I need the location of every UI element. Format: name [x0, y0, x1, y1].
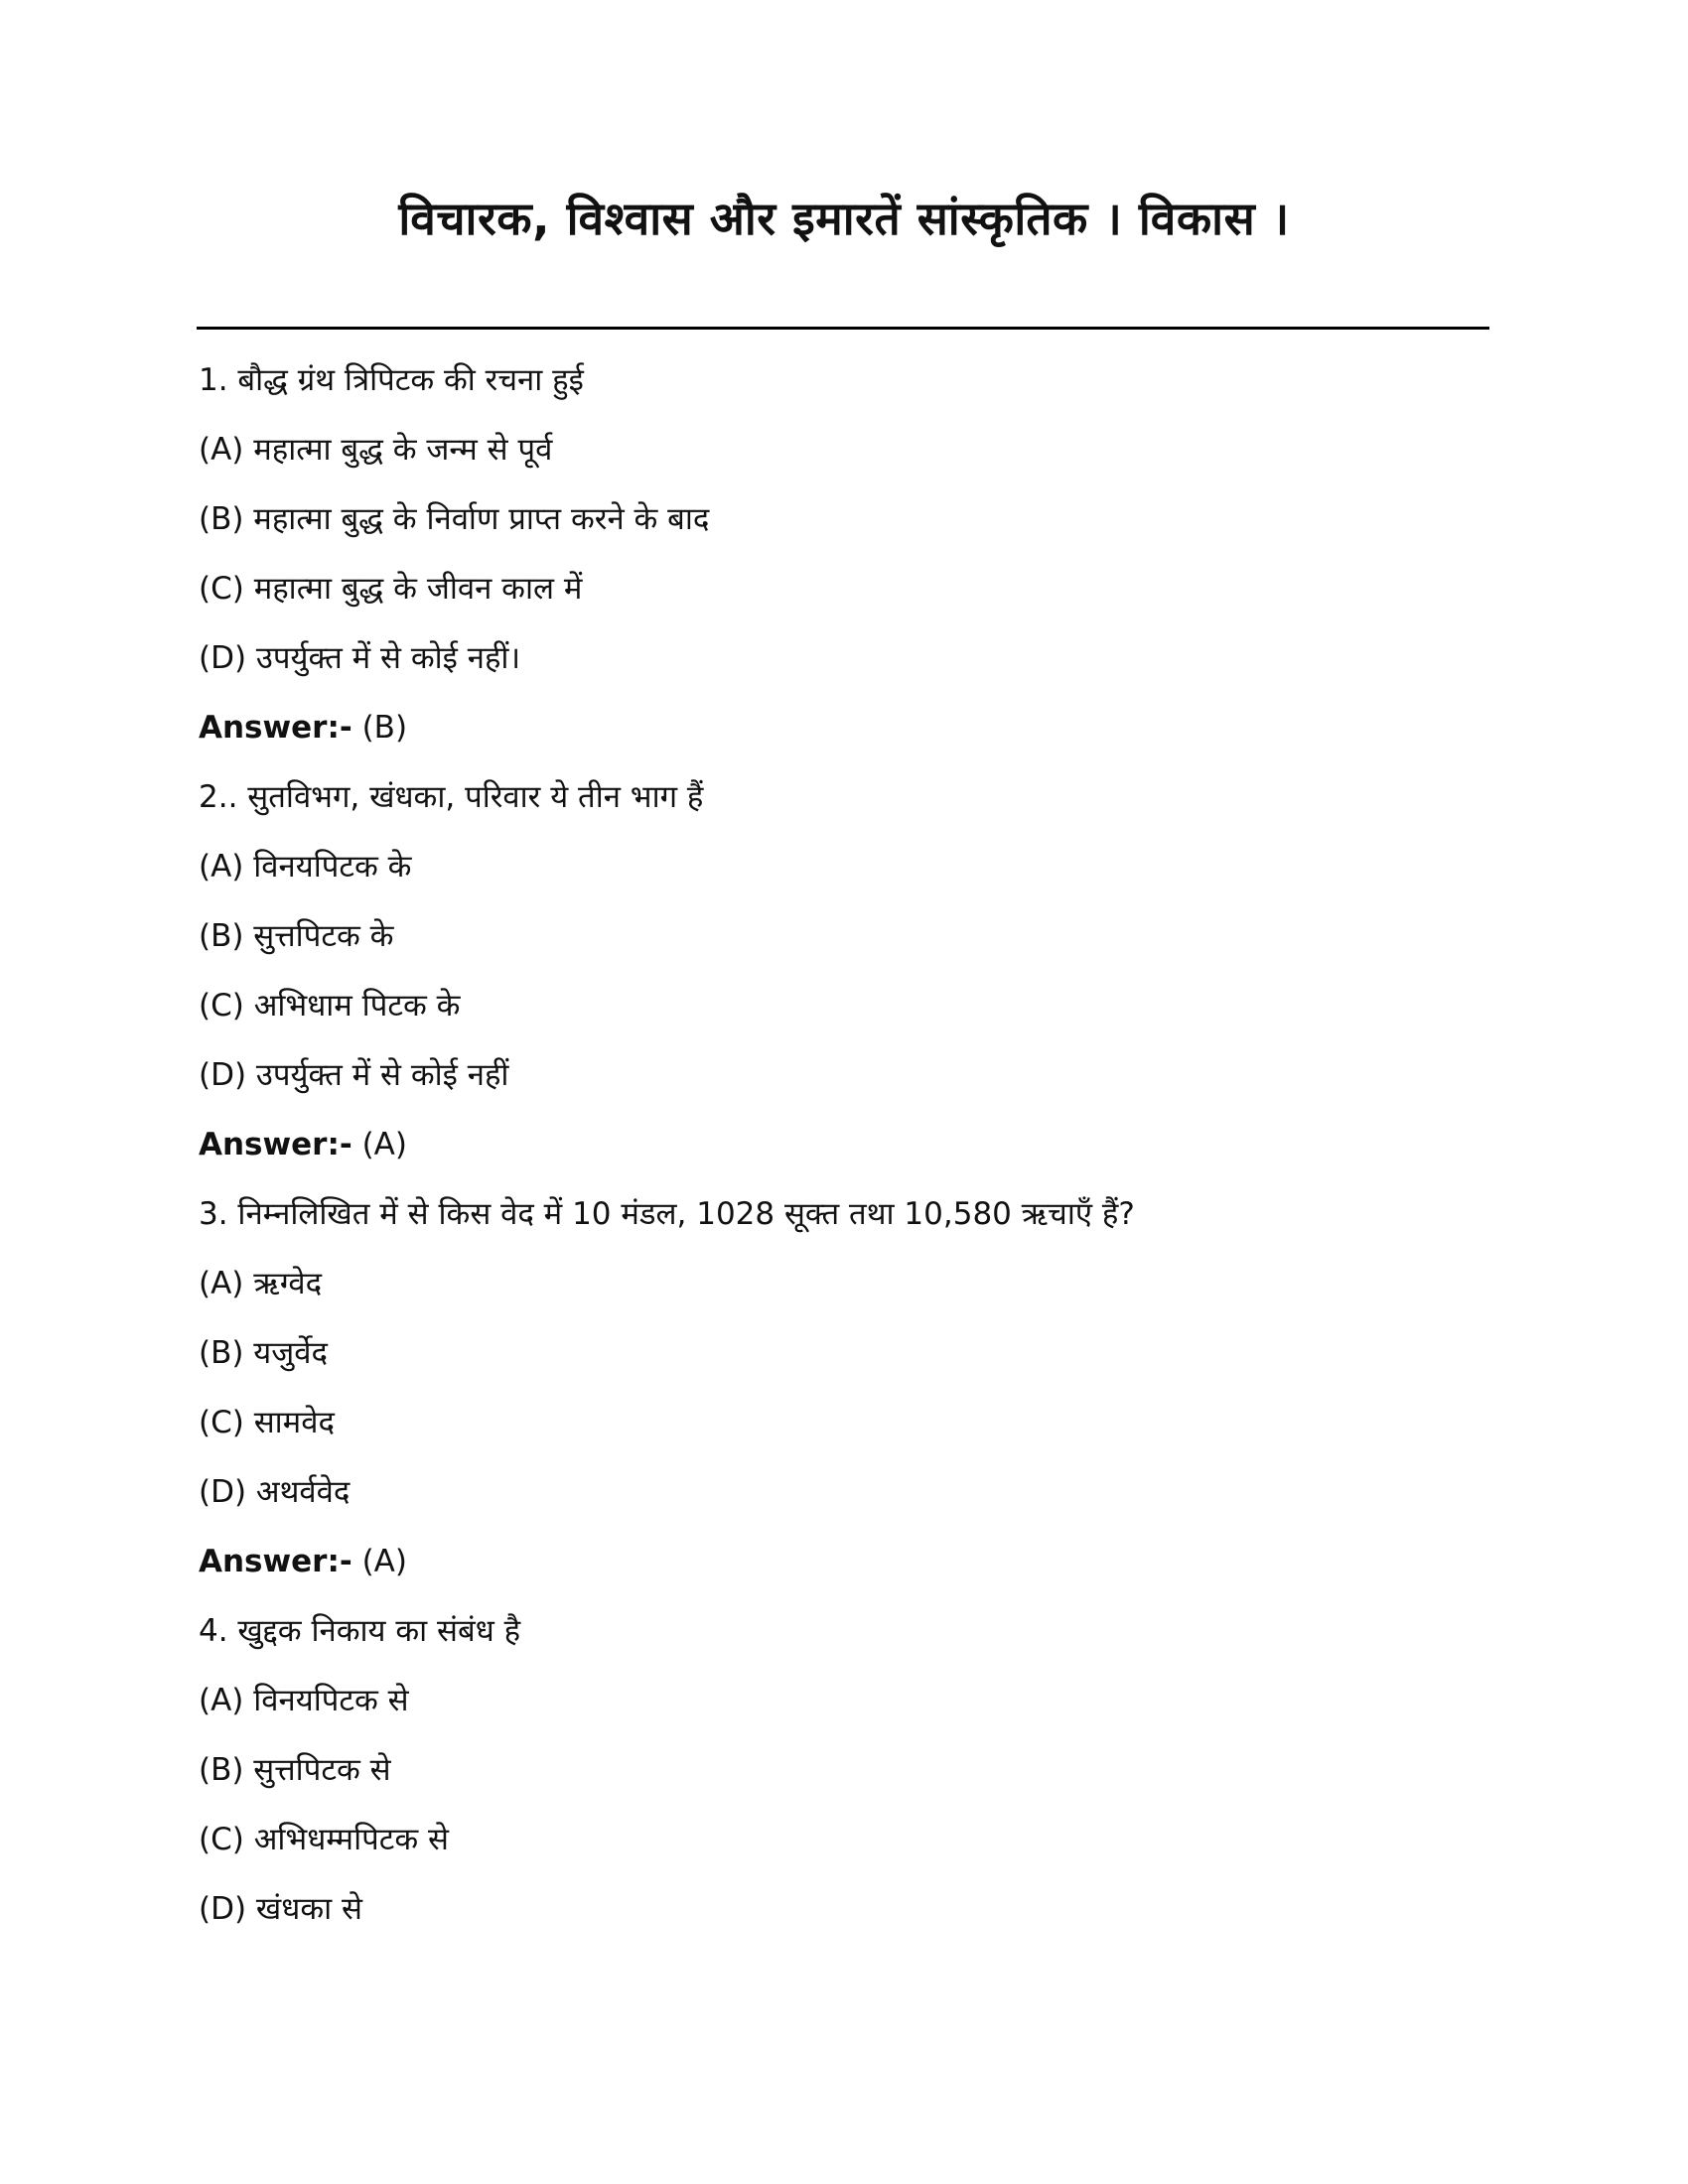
- option-a: (A) महात्मा बुद्ध के जन्म से पूर्व: [199, 432, 553, 468]
- question-block-3: [199, 1179, 1489, 1596]
- answer-value: (B): [352, 710, 408, 746]
- answer-value: (A): [352, 1127, 407, 1162]
- question-text: 4. खुद्दक निकाय का संबंध है: [199, 1613, 521, 1649]
- option-a: (A) विनयपिटक से: [199, 1683, 409, 1718]
- answer-line: [199, 693, 1489, 762]
- question-block-4: [199, 1596, 1489, 1944]
- question-text: 3. निम्नलिखित में से किस वेद में 10 मंडल, 1028 सूक्त तथा 10,580 ऋचाएँ हैं?: [199, 1196, 1135, 1232]
- option-d: (D) उपर्युक्त में से कोई नहीं: [199, 1057, 509, 1093]
- option-d: (D) खंधका से: [199, 1891, 362, 1927]
- option-a: (A) ऋग्वेद: [199, 1266, 323, 1301]
- option-c: (C) अभिधाम पिटक के: [199, 988, 461, 1024]
- option-c: (C) अभिधम्मपिटक से: [199, 1822, 449, 1857]
- option-d: (D) उपर्युक्त में से कोई नहीं।: [199, 640, 521, 676]
- answer-label: Answer:-: [199, 710, 352, 746]
- question-text: 1. बौद्ध ग्रंथ त्रिपिटक की रचना हुई: [199, 362, 584, 398]
- option-c: (C) महात्मा बुद्ध के जीवन काल में: [199, 571, 583, 607]
- answer-label: Answer:-: [199, 1127, 352, 1162]
- option-a: (A) विनयपिटक के: [199, 849, 412, 885]
- answer-label: Answer:-: [199, 1544, 352, 1579]
- option-b: (B) सुत्तपिटक के: [199, 918, 394, 954]
- answer-value: (A): [352, 1544, 407, 1579]
- option-b: (B) यजुर्वेद: [199, 1335, 328, 1371]
- question-block-2: [199, 762, 1489, 1179]
- page-title: विचारक, विश्वास और इमारतें सांस्कृतिक । विकास ।: [398, 192, 1290, 245]
- question-text: 2.. सुतविभग, खंधका, परिवार ये तीन भाग हैं: [199, 779, 704, 815]
- question-block-1: [199, 345, 1489, 762]
- answer-line: [199, 1110, 1489, 1179]
- option-d: (D) अथर्ववेद: [199, 1474, 351, 1510]
- question-list: [199, 345, 1489, 1944]
- answer-line: [199, 1527, 1489, 1596]
- option-c: (C) सामवेद: [199, 1405, 335, 1440]
- option-b: (B) महात्मा बुद्ध के निर्वाण प्राप्त करने के बाद: [199, 501, 710, 537]
- option-b: (B) सुत्तपिटक से: [199, 1752, 391, 1788]
- title-divider: [197, 327, 1489, 330]
